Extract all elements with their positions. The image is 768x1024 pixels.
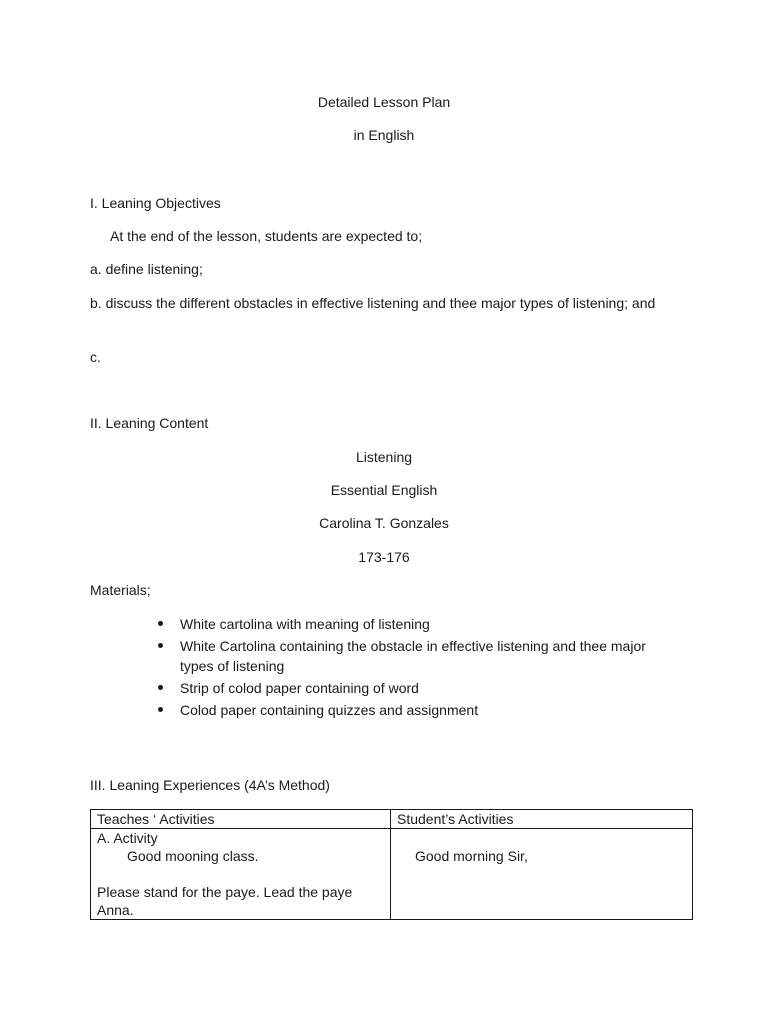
student-activities-header: Student’s Activities [391, 810, 693, 829]
materials-item-text: Colod paper containing quizzes and assignment [180, 702, 479, 718]
materials-list-item [158, 700, 658, 720]
bullet-icon [158, 621, 163, 626]
content-reference: Essential English [330, 482, 438, 498]
content-heading: II. Leaning Content [90, 415, 209, 431]
content-author: Carolina T. Gonzales [319, 515, 449, 531]
materials-list-item [158, 614, 658, 634]
document-subtitle: in English [353, 127, 415, 143]
teacher-activities-cell [91, 829, 391, 920]
spacer [97, 865, 384, 883]
student-activities-cell [391, 829, 693, 920]
experiences-table [90, 809, 693, 920]
materials-item-text: Strip of colod paper containing of word [180, 680, 419, 696]
objective-item-c: c. [90, 349, 101, 365]
spacer [397, 829, 686, 847]
materials-list-item [158, 636, 658, 676]
objectives-intro: At the end of the lesson, students are expected to; [110, 228, 423, 244]
materials-item-text: White cartolina with meaning of listening [180, 616, 430, 632]
materials-list-item [158, 678, 658, 698]
content-pages: 173-176 [358, 549, 410, 565]
objectives-heading: I. Leaning Objectives [90, 195, 221, 211]
table-header-row [91, 810, 693, 829]
bullet-icon [158, 643, 163, 648]
bullet-icon [158, 707, 163, 712]
materials-label: Materials; [90, 582, 151, 598]
teacher-activities-header: Teaches ‘ Activities [91, 810, 391, 829]
materials-list [158, 614, 658, 722]
content-topic: Listening [355, 449, 413, 465]
student-reply: Good morning Sir, [415, 848, 528, 864]
objective-item-a: a. define listening; [90, 261, 203, 277]
experiences-heading: III. Leaning Experiences (4A’s Method) [90, 777, 330, 793]
objective-item-b: b. discuss the different obstacles in effective listening and thee major types of listening; and [90, 295, 656, 311]
teacher-greeting: Good mooning class. [127, 848, 259, 864]
teacher-prayer: Please stand for the paye. Lead the paye Anna. [97, 884, 353, 918]
bullet-icon [158, 685, 163, 690]
teacher-section-label: A. Activity [97, 830, 158, 846]
materials-item-text: White Cartolina containing the obstacle in effective listening and thee major types of listening [180, 638, 646, 674]
document-title: Detailed Lesson Plan [317, 94, 451, 110]
table-row [91, 829, 693, 920]
